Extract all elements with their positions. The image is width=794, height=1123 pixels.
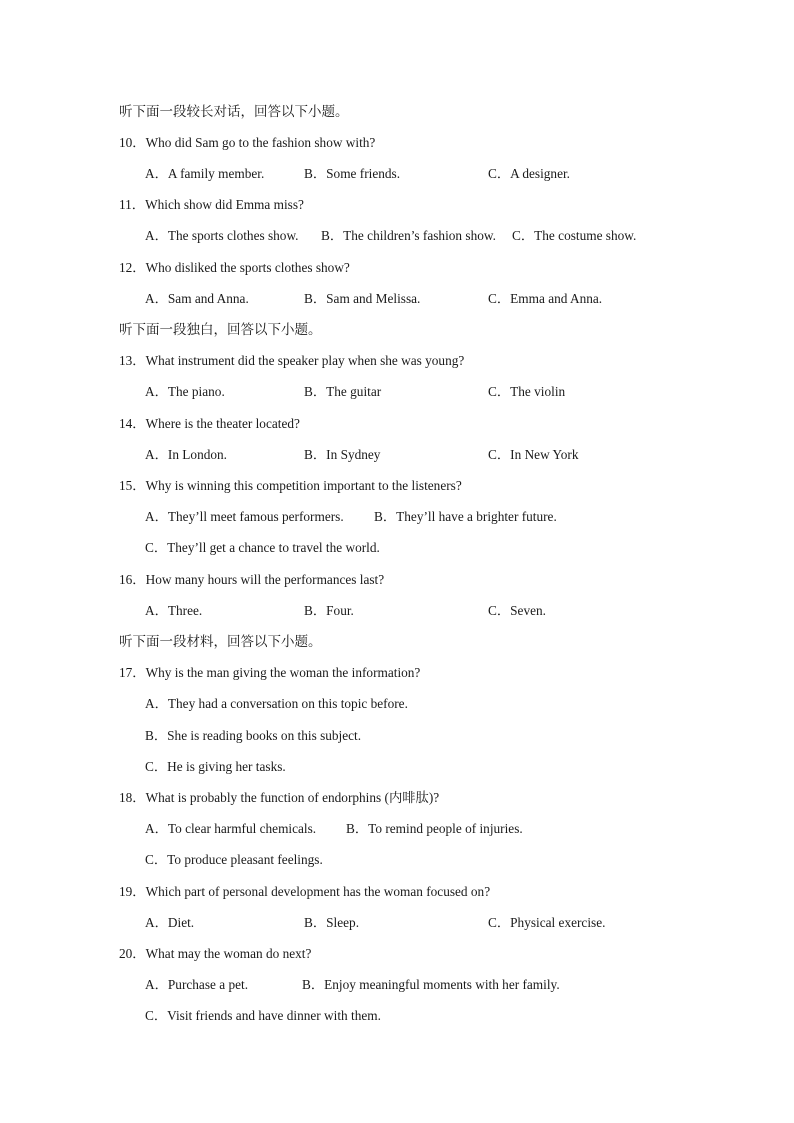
option-b: B．They’ll have a brighter future.	[374, 509, 557, 524]
question-19	[119, 884, 490, 900]
question-10	[119, 135, 375, 151]
question-13	[119, 353, 464, 369]
option-b: B．Sam and Melissa.	[304, 291, 421, 306]
option-c: C．The violin	[488, 384, 566, 399]
option-a: A．Three.	[145, 603, 203, 618]
option-b: B．Sleep.	[304, 915, 360, 930]
option-a: A．They had a conversation on this topic before.	[145, 696, 408, 711]
question-11	[119, 197, 304, 213]
option-a: A．Diet.	[145, 915, 195, 930]
section-heading: 听下面一段较长对话，回答以下小题。	[119, 104, 349, 119]
option-b: B．In Sydney	[304, 447, 381, 462]
option-c: C．Physical exercise.	[488, 915, 606, 930]
option-b: B．The guitar	[304, 384, 382, 399]
question-number: 10．	[119, 135, 146, 150]
option-a: A．Purchase a pet.	[145, 977, 249, 992]
option-c: C．They’ll get a chance to travel the world.	[145, 540, 380, 555]
option-a: A．To clear harmful chemicals.	[145, 821, 317, 836]
question-17	[119, 665, 420, 681]
option-c: C．He is giving her tasks.	[145, 759, 286, 774]
question-text: What instrument did the speaker play when she was young?	[145, 353, 465, 368]
option-a: A．They’ll meet famous performers.	[145, 509, 344, 524]
question-text: Who disliked the sports clothes show?	[145, 260, 350, 275]
question-text: Which show did Emma miss?	[145, 197, 304, 212]
option-a: A．Sam and Anna.	[145, 291, 249, 306]
option-c: C．To produce pleasant feelings.	[145, 852, 323, 867]
question-20	[119, 946, 311, 962]
question-number: 15．	[119, 478, 146, 493]
section-heading: 听下面一段材料，回答以下小题。	[119, 634, 322, 649]
question-number: 20．	[119, 946, 146, 961]
option-b: B．To remind people of injuries.	[346, 821, 523, 836]
option-a: A．The piano.	[145, 384, 225, 399]
question-text: What may the woman do next?	[145, 946, 312, 961]
section-heading: 听下面一段独白，回答以下小题。	[119, 322, 322, 337]
option-a: A．In London.	[145, 447, 227, 462]
option-c: C．In New York	[488, 447, 579, 462]
question-text: Where is the theater located?	[145, 416, 300, 431]
question-16	[119, 572, 384, 588]
option-b: B．Enjoy meaningful moments with her family.	[302, 977, 560, 992]
option-b: B．The children’s fashion show.	[321, 228, 496, 243]
question-text: Why is the man giving the woman the information?	[145, 665, 421, 680]
question-14	[119, 416, 300, 432]
question-text: Which part of personal development has the woman focused on?	[145, 884, 491, 899]
question-number: 16．	[119, 572, 146, 587]
option-c: C．A designer.	[488, 166, 570, 181]
question-number: 14．	[119, 416, 146, 431]
question-text: Who did Sam go to the fashion show with?	[145, 135, 376, 150]
option-b: B．Four.	[304, 603, 354, 618]
option-c: C．Seven.	[488, 603, 546, 618]
question-18	[119, 790, 439, 806]
option-c: C．Emma and Anna.	[488, 291, 603, 306]
option-a: A．The sports clothes show.	[145, 228, 299, 243]
question-text: Why is winning this competition important to the listeners?	[145, 478, 462, 493]
question-number: 12．	[119, 260, 146, 275]
question-number: 17．	[119, 665, 146, 680]
question-number: 13．	[119, 353, 146, 368]
option-c: C．The costume show.	[512, 228, 637, 243]
question-number: 11．	[119, 197, 146, 212]
question-number: 19．	[119, 884, 146, 899]
question-12	[119, 260, 350, 276]
option-c: C．Visit friends and have dinner with them.	[145, 1008, 381, 1023]
question-text: How many hours will the performances last?	[145, 572, 385, 587]
option-b: B．Some friends.	[304, 166, 401, 181]
option-a: A．A family member.	[145, 166, 265, 181]
option-b: B．She is reading books on this subject.	[145, 728, 362, 743]
question-number: 18．	[119, 790, 146, 805]
question-15	[119, 478, 462, 494]
question-text: What is probably the function of endorphins (内啡肽)?	[145, 790, 440, 805]
